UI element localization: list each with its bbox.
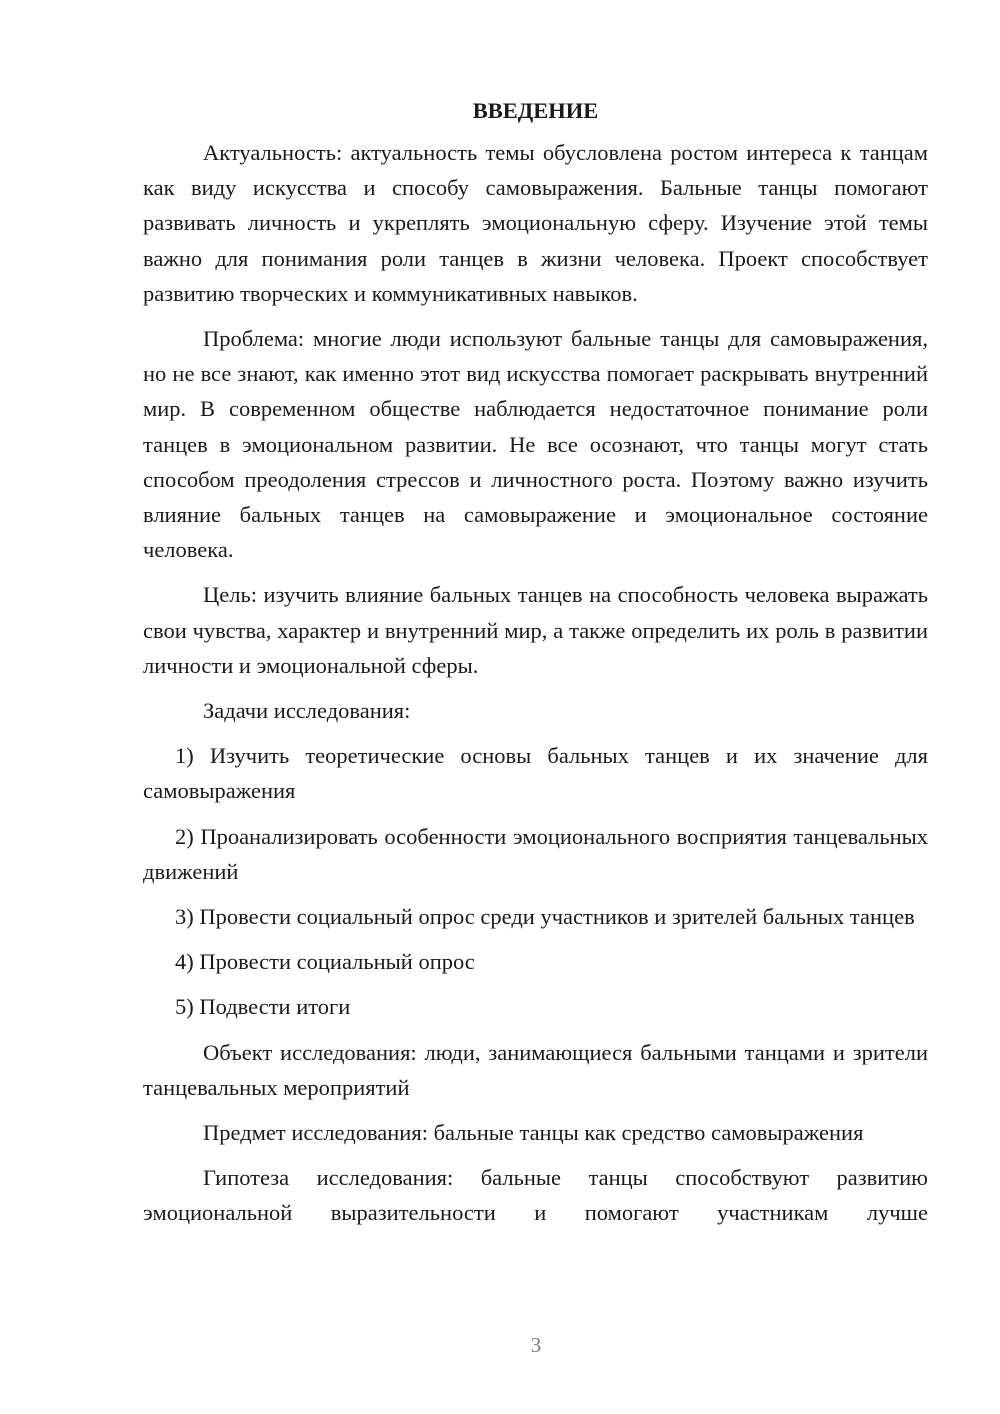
- list-item: 2) Проанализировать особенности эмоционального восприятия танцевальных движений: [143, 823, 928, 884]
- list-item: 5) Подвести итоги: [175, 994, 351, 1020]
- paragraph-relevance: Актуальность: актуальность темы обусловлена ростом интереса к танцам как виду искусства и способу самовыражения. Бальные танцы помогают развивать личность и укреплять эмоциональную сферу. Изучение этой темы важно для понимания роли танцев в жизни человека. Проект способствует развитию творческих и коммуникативных навыков.: [143, 140, 928, 306]
- paragraph-object: Объект исследования: люди, занимающиеся бальными танцами и зрители танцевальных мероприятий: [143, 1039, 928, 1100]
- list-item: 3) Провести социальный опрос среди участников и зрителей бальных танцев: [175, 904, 915, 930]
- paragraph-problem: Проблема: многие люди используют бальные танцы для самовыражения, но не все знают, как именно этот вид искусства помогает раскрывать внутренний мир. В современном обществе наблюдается недостаточное понимание роли танцев в эмоциональном развитии. Не все осознают, что танцы могут стать способом преодоления стрессов и личностного роста. Поэтому важно изучить влияние бальных танцев на самовыражение и эмоциональное состояние человека.: [143, 326, 928, 563]
- page-number: 3: [530, 1333, 542, 1357]
- section-title: [143, 96, 928, 126]
- paragraph-tasks-heading: Задачи исследования:: [203, 698, 411, 724]
- paragraph-subject: Предмет исследования: бальные танцы как средство самовыражения: [203, 1120, 864, 1146]
- document-page: [143, 96, 928, 1231]
- list-item: 4) Провести социальный опрос: [175, 949, 475, 975]
- paragraph-goal: Цель: изучить влияние бальных танцев на способность человека выражать свои чувства, характер и внутренний мир, а также определить их роль в развитии личности и эмоциональной сферы.: [143, 582, 928, 678]
- list-item: 1) Изучить теоретические основы бальных танцев и их значение для самовыражения: [143, 743, 928, 804]
- section-title-text: ВВЕДЕНИЕ: [472, 98, 599, 123]
- paragraph-hypothesis: Гипотеза исследования: бальные танцы способствуют развитию эмоциональной выразительности и помогают участникам лучше: [143, 1165, 928, 1226]
